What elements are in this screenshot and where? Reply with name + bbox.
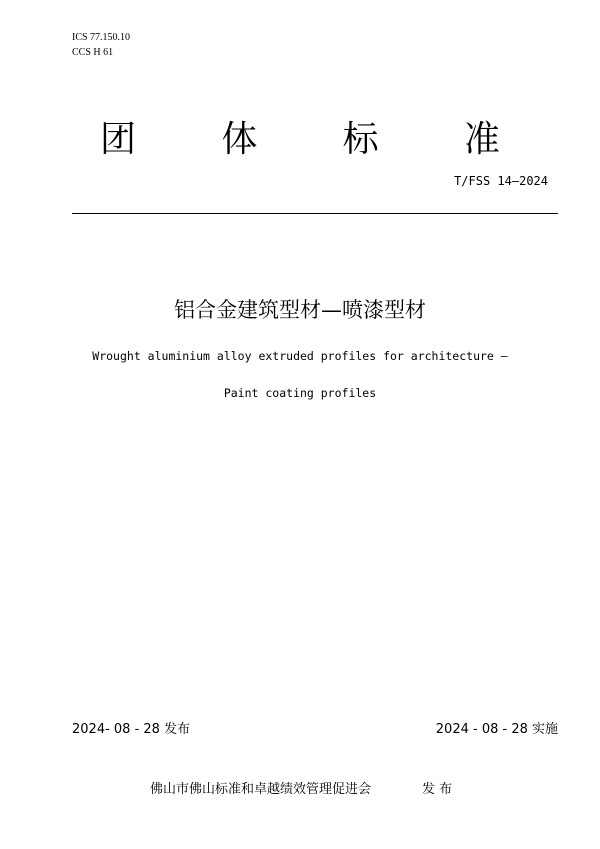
document-type-char-1: 团 [100, 119, 137, 160]
document-type-char-4: 准 [463, 119, 500, 160]
publisher-name: 佛山市佛山标准和卓越绩效管理促进会 [150, 782, 372, 797]
title-chinese: 铝合金建筑型材—喷漆型材 [174, 298, 426, 322]
issue-date: 2024- 08 - 28 发布 [72, 722, 191, 737]
document-type-char-2: 体 [221, 119, 258, 160]
header-divider [72, 213, 558, 214]
title-english-line-2: Paint coating profiles [223, 386, 377, 400]
document-type-heading [100, 115, 500, 165]
publish-label: 发 布 [422, 782, 453, 797]
effective-date: 2024 - 08 - 28 实施 [435, 722, 558, 737]
document-type-char-3: 标 [342, 119, 379, 160]
classification-codes [72, 30, 130, 60]
title-english-line-1: Wrought aluminium alloy extruded profiles for architecture — [92, 349, 508, 363]
ics-code: ICS 77.150.10 [72, 32, 131, 43]
ccs-code: CCS H 61 [72, 47, 114, 58]
standard-number: T/FSS 14—2024 [454, 174, 548, 188]
